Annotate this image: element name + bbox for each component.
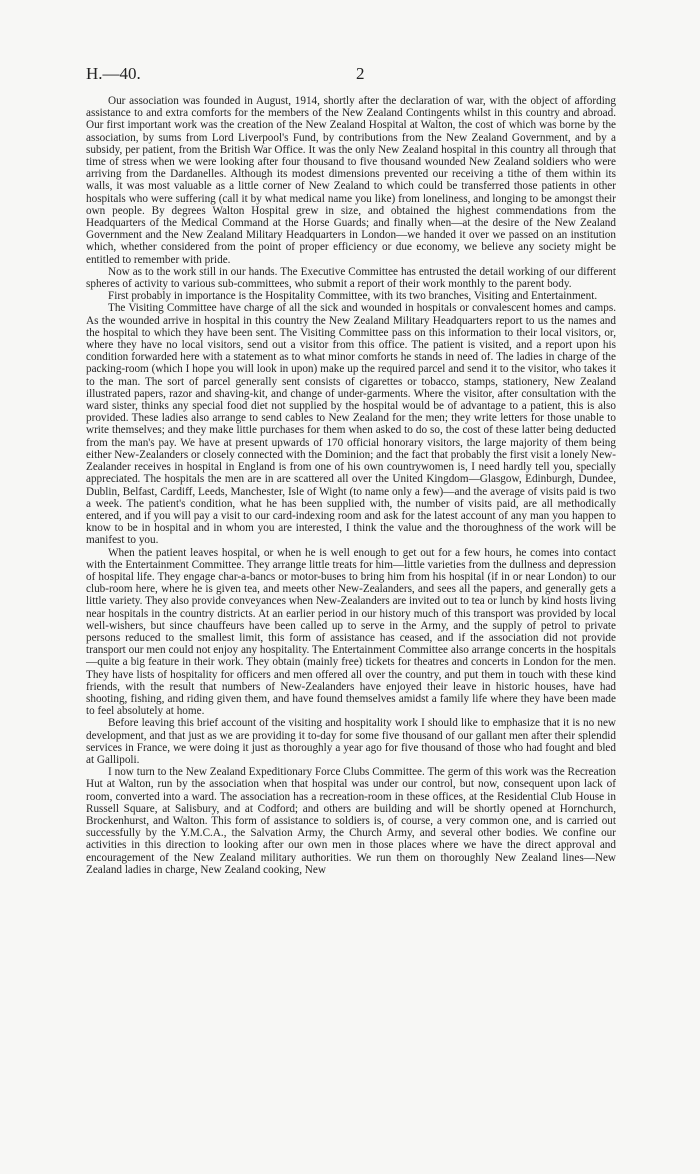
document-reference: H.—40. bbox=[86, 64, 141, 83]
paragraph-founding: Our association was founded in August, 1914, shortly after the declaration of war, with the object of affording assistance to and extra comforts for the members of the New Zealand Contingents whilst in this country and abroad. Our first important work was the creation of the New Zealand Hospital at Walton, the cost of which was borne by the association, by sums from Lord Liverpool's Fund, by contributions from the New Zealand Government, and by a subsidy, per patient, from the British War Office. It was the only New Zealand hospital in this country all through that time of stress when we were looking after four thousand to five thousand wounded New Zealand soldiers who were arriving from the Dardanelles. Although its modest dimensions prevented our receiving a tithe of them within its walls, it was most valuable as a little corner of New Zealand to which could be transferred those patients in other hospitals who were suffering (call it by what medical name you like) from loneliness, and longing to be amongst their own people. By degrees Walton Hospital grew in size, and obtained the highest commendations from the Headquarters of the Medical Command at the Horse Guards; and finally when—at the desire of the New Zealand Government and the New Zealand Military Headquarters in London—we handed it over we passed on an institution which, whether considered from the point of proper efficiency or due economy, we believe any society might be entitled to remember with pride. bbox=[86, 95, 616, 266]
paragraph-work-in-hand: Now as to the work still in our hands. The Executive Committee has entrusted the detail working of our different spheres of activity to various sub-committees, who submit a report of their work monthly to the parent body. bbox=[86, 265, 616, 291]
page-header bbox=[86, 64, 606, 84]
paragraph-not-new-development: Before leaving this brief account of the visiting and hospitality work I should like to emphasize that it is no new development, and that just as we are providing it to-day for some five thousand of our gallant men after their splendid services in France, we were doing it just as thoroughly a year ago for five thousand of those who had fought and bled at Gallipoli. bbox=[86, 717, 616, 766]
page-number: 2 bbox=[356, 64, 365, 83]
document-body bbox=[86, 95, 616, 876]
paragraph-visiting-committee: The Visiting Committee have charge of all the sick and wounded in hospitals or convalescent homes and camps. As the wounded arrive in hospital in this country the New Zealand Military Headquarters report to us the names and the hospital to which they have been sent. The Visiting Committee pass on this information to their local visitors, or, where they have no local visitors, send out a visitor from this office. The patient is visited, and a report upon his condition forwarded here with a statement as to what minor comforts he stands in need of. The ladies in charge of the packing-room (which I hope you will look in upon) make up the required parcel and send it to the visitor, who takes it to the man. The sort of parcel generally sent consists of cigarettes or tobacco, stamps, stationery, New Zealand illustrated papers, razor and shaving-kit, and change of under-garments. Where the visitor, after consultation with the ward sister, thinks any special food diet not supplied by the hospital would be of advantage to a patient, this is also provided. These ladies also arrange to send cables to New Zealand for the men; they write letters for those unable to write themselves; and they make little purchases for them when asked to do so, the cost of these latter being deducted from the man's pay. We have at present upwards of 170 official honorary visitors, the large majority of them being either New-Zealanders or closely connected with the Dominion; and the fact that probably the first visit a lonely New-Zealander receives in hospital in England is from one of his own countrywomen is, I need hardly tell you, specially appreciated. The hospitals the men are in are scattered all over the United Kingdom—Glasgow, Edinburgh, Dundee, Dublin, Belfast, Cardiff, Leeds, Manchester, Isle of Wight (to name only a few)—and the average of visits paid is two a week. The patient's condition, what he has been supplied with, the number of visits paid, are all methodically entered, and if you will pay a visit to our card-indexing room and ask for the latest account of any man you happen to know to be in hospital and in whom you are interested, I think the value and the thoroughness of the work will be manifest to you. bbox=[86, 302, 616, 547]
paragraph-clubs-committee: I now turn to the New Zealand Expeditionary Force Clubs Committee. The germ of this work was the Recreation Hut at Walton, run by the association when that hospital was under our control, but now, consequent upon lack of room, converted into a ward. The association has a recreation-room in these offices, at the Residential Club House in Russell Square, at Salisbury, and at Codford; and others are building and will be shortly opened at Hornchurch, Brockenhurst, and Walton. This form of assistance to soldiers is, of course, a very common one, and is carried out successfully by the Y.M.C.A., the Salvation Army, the Church Army, and several other bodies. We confine our activities in this direction to looking after our own men in those places where we have the direct approval and encouragement of the New Zealand military authorities. We run them on thoroughly New Zealand lines—New Zealand ladies in charge, New Zealand cooking, New bbox=[86, 766, 616, 876]
paragraph-hospitality-committee: First probably in importance is the Hospitality Committee, with its two branches, Visiting and Entertainment. bbox=[108, 290, 598, 303]
paragraph-entertainment-committee: When the patient leaves hospital, or when he is well enough to get out for a few hours, he comes into contact with the Entertainment Committee. They arrange little treats for him—little varieties from the dullness and depression of hospital life. They engage char-a-bancs or motor-buses to bring him from his hospital (if in or near London) to our club-room here, where he is given tea, and meets other New-Zealanders, and sees all the papers, and generally gets a little variety. They also provide conveyances when New-Zealanders are invited out to tea or lunch by kind hosts living near hospitals in the country districts. At an earlier period in our history much of this transport was provided by local well-wishers, but since chauffeurs have been called up to serve in the Army, and the supply of petrol to private persons reduced to the smallest limit, this form of assistance has ceased, and if the association did not provide transport our men could not enjoy any hospitality. The Entertainment Committee also arrange concerts in the hospitals—quite a big feature in their work. They obtain (mainly free) tickets for theatres and concerts in London for the men. They have lists of hospitality for officers and men offered all over the country, and put them in touch with these kind friends, with the result that numbers of New-Zealanders have enjoyed their leave in historic houses, have had shooting, fishing, and riding given them, and have found themselves amidst a family life where they have been made to feel absolutely at home. bbox=[86, 546, 616, 718]
